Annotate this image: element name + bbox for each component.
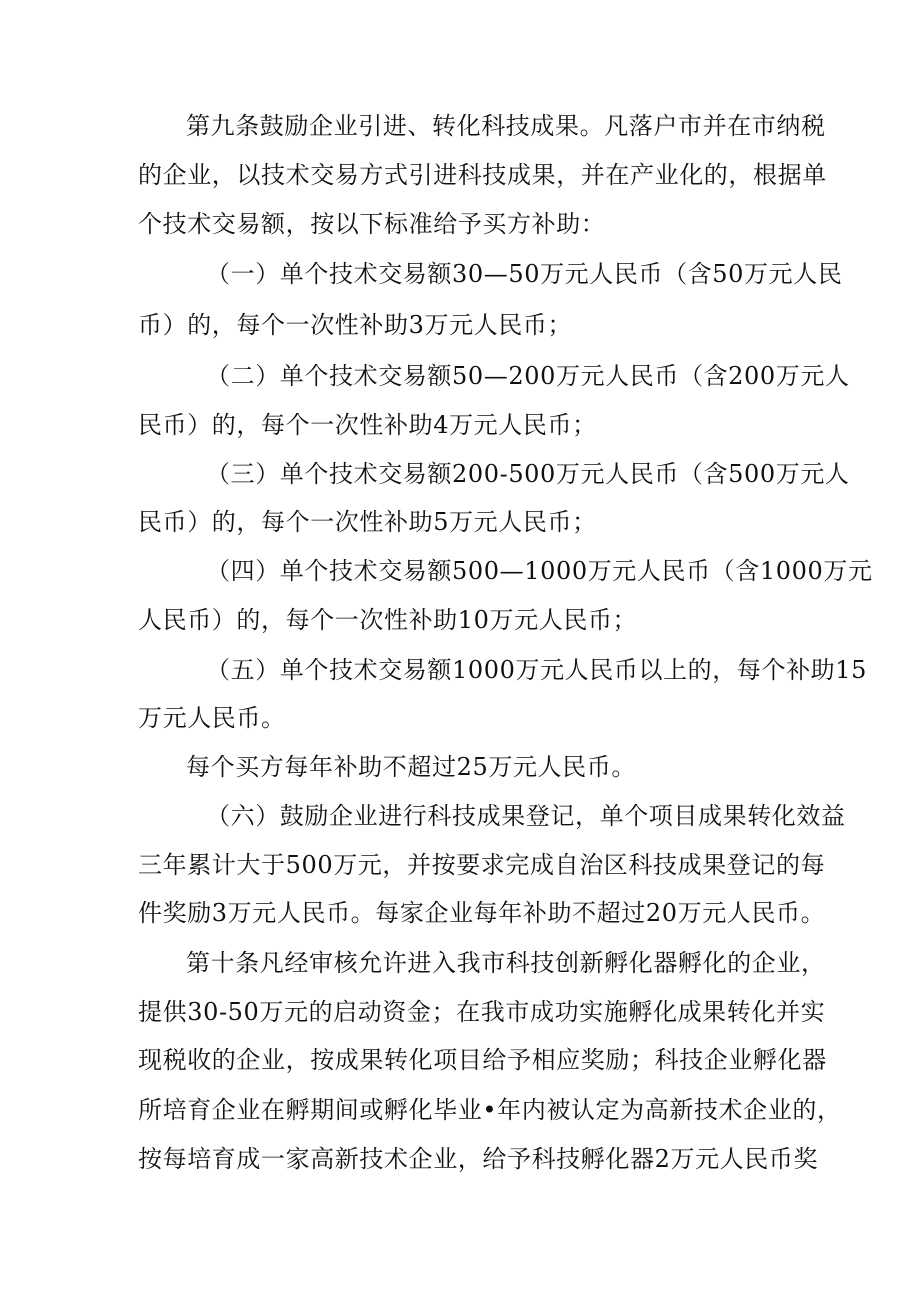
text-line: （二）单个技术交易额50—200万元人民币（含200万元人 <box>206 362 850 390</box>
text-line: 第九条鼓励企业引进、转化科技成果。凡落户市并在市纳税 <box>186 112 826 140</box>
text-line: 第十条凡经审核允许进入我市科技创新孵化器孵化的企业， <box>186 949 826 977</box>
text-line: （四）单个技术交易额500—1000万元人民币（含1000万元 <box>206 557 873 585</box>
text-line: 所培育企业在孵期间或孵化毕业•年内被认定为高新技术企业的， <box>138 1096 842 1124</box>
text-line: （三）单个技术交易额200-500万元人民币（含500万元人 <box>206 460 850 488</box>
text-line: 件奖励3万元人民币。每家企业每年补助不超过20万元人民币。 <box>138 899 826 927</box>
text-line: 万元人民币。 <box>138 704 286 732</box>
text-line: 的企业，以技术交易方式引进科技成果，并在产业化的，根据单 <box>138 161 827 189</box>
text-line: 每个买方每年补助不超过25万元人民币。 <box>186 753 636 781</box>
text-line: 按每培育成一家高新技术企业，给予科技孵化器2万元人民币奖 <box>138 1145 819 1173</box>
text-line: 民币）的，每个一次性补助4万元人民币； <box>138 411 597 439</box>
text-line: 民币）的，每个一次性补助5万元人民币； <box>138 508 597 536</box>
text-line: 人民币）的，每个一次性补助10万元人民币； <box>138 606 638 634</box>
text-line: 个技术交易额，按以下标准给予买方补助： <box>138 210 606 238</box>
text-line: 币）的，每个一次性补助3万元人民币； <box>138 311 573 339</box>
text-line: （一）单个技术交易额30—50万元人民币（含50万元人民 <box>206 260 843 288</box>
text-line: 三年累计大于500万元，并按要求完成自治区科技成果登记的每 <box>138 851 826 879</box>
text-line: 现税收的企业，按成果转化项目给予相应奖励；科技企业孵化器 <box>138 1046 827 1074</box>
text-line: 提供30-50万元的启动资金；在我市成功实施孵化成果转化并实 <box>138 998 826 1026</box>
text-line: （六）鼓励企业进行科技成果登记，单个项目成果转化效益 <box>206 802 846 830</box>
text-line: （五）单个技术交易额1000万元人民币以上的，每个补助15 <box>206 656 868 684</box>
